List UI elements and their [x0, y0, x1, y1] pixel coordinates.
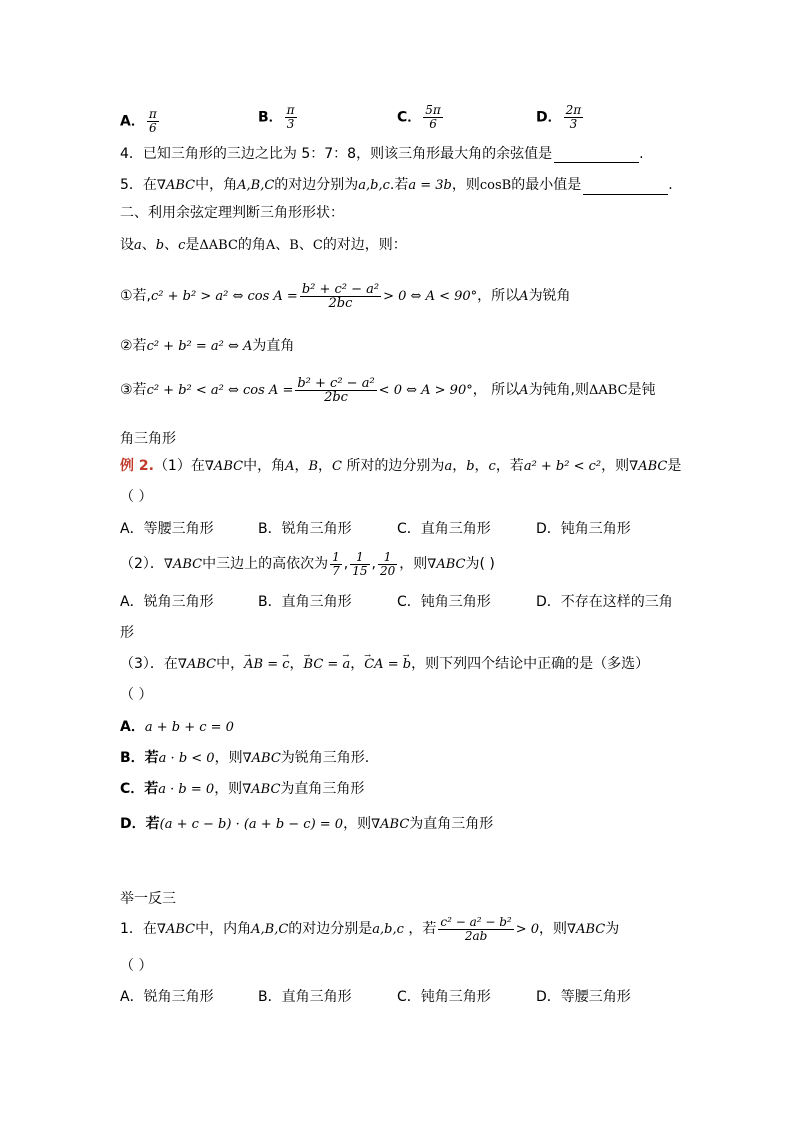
multi-choice-b[interactable]: B．若a · b < 0，则∇ABC为锐角三角形. [120, 750, 370, 766]
fraction: $\frac{1}{7}$ [332, 549, 340, 578]
choice-b[interactable]: B．锐角三角形 [258, 521, 352, 537]
example-2-part-2: （2）．∇ABC中三边上的高依次为 $\frac{1}{7}$ , $\frac{1}{15}$ , $\frac{1}{20}$ ，则∇ABC为( ) [120, 549, 495, 578]
choice-b[interactable]: B．直角三角形 [258, 594, 352, 610]
choice-c[interactable]: C．直角三角形 [397, 521, 491, 537]
answer-blank[interactable] [583, 180, 668, 195]
case-3-continued: 角三角形 [120, 431, 176, 447]
choice-d[interactable]: D．钝角三角形 [536, 521, 631, 537]
answer-blank[interactable] [554, 148, 639, 163]
choice-d[interactable]: D．等腰三角形 [536, 989, 631, 1005]
fraction: $\frac{1}{15}$ [352, 549, 368, 578]
fraction: $\frac{\pi}{6}$ [148, 107, 157, 135]
example-label: 例 2. [120, 458, 154, 474]
practice-title: 举一反三 [120, 891, 176, 907]
option-b [258, 104, 299, 131]
fraction: $\frac{2\pi}{3}$ [565, 103, 582, 131]
choice-a[interactable]: A．锐角三角形 [120, 594, 214, 610]
practice-question-1: 1．在∇ABC中，内角A,B,C的对边分别是a,b,c ，若 $\frac{\text{c² − a² − b²}}{2ab}$ > 0，则∇ABC为 [120, 914, 620, 943]
option-c [397, 104, 445, 131]
case-2: ②若c² + b² = a² ⇔ A为直角 [120, 338, 295, 354]
choice-b[interactable]: B．直角三角形 [258, 989, 352, 1005]
option-a [120, 108, 161, 135]
fraction: $\frac{1}{20}$ [379, 549, 396, 578]
example-2-part-1: 例 2.（1）在∇ABC中，角A，B，C 所对的边分别为a，b，c，若a² + b² < c²，则∇ABC是 [120, 458, 682, 474]
option-label: D． [536, 109, 562, 126]
multi-choice-d[interactable]: D．若(a + c − b) · (a + b − c) = 0，则∇ABC为直角三角形 [120, 816, 494, 832]
option-label: A． [120, 113, 145, 130]
option-label: B． [258, 109, 283, 126]
fraction: $\frac{\text{c² − a² − b²}}{2ab}$ [440, 914, 512, 943]
case-1: ①若,c² + b² > a² ⇔ cos A = $\frac{\text{b² + c² − a²}}{2bc}$ > 0 ⇔ A < 90°，所以A为锐角 [120, 281, 571, 311]
answer-paren: （ ） [120, 958, 153, 974]
case-3: ③若c² + b² < a² ⇔ cos A = $\frac{\text{b² + c² − a²}}{2bc}$ < 0 ⇔ A > 90°， 所以A为钝角,则ΔABC是钝 [120, 375, 656, 405]
choice-c[interactable]: C．钝角三角形 [397, 594, 491, 610]
multi-choice-c[interactable]: C．若a · b = 0，则∇ABC为直角三角形 [120, 781, 365, 797]
fraction: $\frac{\text{b² + c² − a²}}{2bc}$ [301, 281, 380, 311]
fraction: $\frac{\pi}{3}$ [286, 103, 295, 131]
choice-a[interactable]: A．等腰三角形 [120, 521, 214, 537]
option-d [536, 104, 585, 131]
question-4: 4．已知三角形的三边之比为 5：7：8，则该三角形最大角的余弦值是 . [120, 146, 644, 162]
answer-paren: （ ） [120, 489, 153, 505]
fraction: $\frac{5\pi}{6}$ [425, 103, 441, 131]
multi-choice-a[interactable]: A．a + b + c = 0 [120, 719, 234, 735]
section-title: 二、利用余弦定理判断三角形形状： [120, 205, 344, 221]
question-5: 5．在∇ABC中，角A,B,C的对边分别为a,b,c.若a = 3b，则cosB的最小值是 . [120, 177, 673, 193]
choice-d-continued: 形 [120, 625, 134, 641]
example-2-part-3: （3）．在∇ABC中，→ AB = → c，→ BC = → a，→ CA = → b，则下列四个结论中正确的是（多选） [120, 655, 649, 674]
choice-c[interactable]: C．钝角三角形 [397, 989, 491, 1005]
setup-line: 设a、b、c是ΔABC的角A、B、C的对边，则： [120, 237, 407, 253]
answer-paren: （ ） [120, 687, 153, 703]
fraction: $\frac{\text{b² + c² − a²}}{2bc}$ [297, 375, 375, 405]
option-label: C． [397, 109, 422, 126]
choice-d[interactable]: D．不存在这样的三角 [536, 594, 673, 610]
choice-a[interactable]: A．锐角三角形 [120, 989, 214, 1005]
